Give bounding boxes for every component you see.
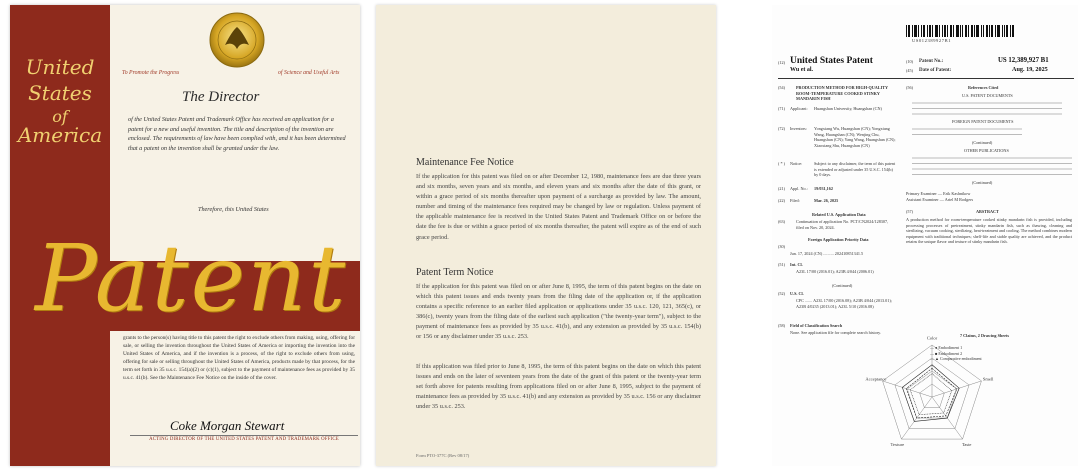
appl-label: Appl. No.: bbox=[790, 186, 808, 191]
radar-axis-label: Taste bbox=[961, 442, 972, 448]
barcode-bar bbox=[918, 25, 919, 37]
country-title-line-1: United bbox=[25, 55, 95, 79]
barcode-bar bbox=[914, 25, 917, 37]
barcode-bar bbox=[944, 25, 946, 37]
barcode-bar bbox=[997, 25, 1000, 37]
barcode-bar bbox=[981, 25, 982, 37]
other-pubs-heading: OTHER PUBLICATIONS bbox=[964, 148, 1009, 153]
barcode-bar bbox=[991, 25, 993, 37]
inventor-short: Wu et al. bbox=[790, 67, 814, 73]
country-title-line-3: of bbox=[52, 107, 68, 126]
notice-page bbox=[376, 5, 716, 466]
radar-series-3 bbox=[910, 374, 952, 415]
inventors-code: (72) bbox=[778, 126, 785, 131]
motto-left: To Promote the Progress bbox=[122, 70, 180, 76]
related-heading: Related U.S. Application Data bbox=[812, 212, 866, 217]
barcode-bar bbox=[989, 25, 990, 37]
barcode-bar bbox=[986, 25, 988, 37]
int-label: Int. Cl. bbox=[790, 262, 803, 267]
legend-item-1: — ● Embodiment 1 bbox=[930, 345, 963, 350]
barcode-bar bbox=[962, 25, 963, 37]
primary-examiner: Primary Examiner — Erik Kashnikow bbox=[906, 191, 971, 196]
motto-right: of Science and Useful Arts bbox=[278, 70, 340, 76]
uspto-seal-icon bbox=[207, 11, 267, 69]
barcode-bar bbox=[1010, 25, 1011, 37]
barcode-bar bbox=[1004, 25, 1005, 37]
maintenance-fee-heading: Maintenance Fee Notice bbox=[416, 157, 514, 168]
notice-label: Notice: bbox=[790, 161, 803, 166]
code-45: (45) bbox=[906, 68, 913, 73]
code-10: (10) bbox=[906, 59, 913, 64]
barcode-bar bbox=[971, 25, 973, 37]
field-code: (58) bbox=[778, 323, 785, 328]
other-pubs-list bbox=[912, 156, 1072, 178]
foreign-docs-list bbox=[912, 127, 1022, 139]
applicant-label: Applicant: bbox=[790, 106, 808, 111]
barcode-bar bbox=[953, 25, 954, 37]
title-code: (54) bbox=[778, 85, 785, 90]
applicant-code: (71) bbox=[778, 106, 785, 111]
barcode-bar bbox=[921, 25, 922, 37]
certificate-grant-text: grants to the person(s) having title to this patent the right to exclude others from making, using, offering for sale, or selling the invention throughout the United States of America or importing the invention into the United States of America, and if the invention is a process, of the right to exclude others from using, offering for sale or selling throughout the United States of America, products made by that process, for the term set forth in 35 u.s.c. 154(a)(2) or (c)(1), subject to the payment of maintenance fees as provided by 35 u.s.c. 41(b). See the Maintenance Fee Notice on the inside of the cover. bbox=[123, 335, 355, 381]
director-signature: Coke Morgan Stewart bbox=[170, 418, 285, 433]
barcode-number: US012389927B1 bbox=[912, 38, 952, 43]
country-heading: United States Patent bbox=[790, 56, 873, 66]
abstract-code: (57) bbox=[906, 209, 913, 214]
assistant-examiner: Assistant Examiner — Ariel M Rodgers bbox=[906, 197, 974, 202]
inventors-value: Yongxiang Wu, Huangshan (CN); Yongxiang Wang, Huangshan (CN); Wenjing Chu, Huangshan (CN); Yang Wang, Huangshan (CN); Xiaoxiang Shu, Huangshan (CN) bbox=[814, 126, 896, 148]
field-label: Field of Classification Search bbox=[790, 323, 843, 328]
foreign-value: Jun. 17, 2024 (CN) .......... 202410851341.5 bbox=[790, 251, 864, 256]
filed-code: (22) bbox=[778, 198, 785, 203]
barcode-bar bbox=[908, 25, 910, 37]
patent-date: Aug. 19, 2025 bbox=[1012, 66, 1048, 73]
appl-code: (21) bbox=[778, 186, 785, 191]
barcode-bar bbox=[965, 25, 967, 37]
filed-value: Mar. 26, 2025 bbox=[814, 198, 839, 203]
patent-term-text-2: If this application was filed prior to June 8, 1995, the term of this patent begins on the date on which this patent issues and ends on the later of seventeen years from the date of the grant of this patent or the twenty-year term set forth above for patents resulting from applications filed on or after June 8, 1995, subject to the payment of maintenance fees as provided by 35 u.s.c. 41(b) and any extension as provided by 35 u.s.c. 156 or any disclaimer under 35 u.s.c. 253. bbox=[416, 363, 701, 411]
barcode-bar bbox=[976, 25, 979, 37]
abstract-heading: ABSTRACT bbox=[976, 209, 999, 214]
foreign-code: (30) bbox=[778, 244, 785, 249]
code-12: (12) bbox=[778, 60, 785, 65]
invention-title: PRODUCTION METHOD FOR HIGH-QUALITY ROOM-TEMPERATURE COOKED STINKY MANDARIN FISH bbox=[796, 85, 888, 102]
uscl-code: (52) bbox=[778, 291, 785, 296]
notice-code: ( * ) bbox=[778, 161, 785, 166]
uscl-label: U.S. Cl. bbox=[790, 291, 804, 296]
foreign-docs-heading: FOREIGN PATENT DOCUMENTS bbox=[952, 119, 1014, 124]
patent-term-text-1: If the application for this patent was filed on or after June 8, 1995, the term of this patent begins on the date on which this patent issues and ends twenty years from the filing date of the application or, if the application contains a specific reference to an earlier filed application or applications under 35 u.s.c. 120, 121, 365(c), or 386(c), twenty years from the filing date of the earliest such application ("the twenty-year term"), subject to the payment of maintenance fees as provided by 35 u.s.c. 41(b), and any extension as provided by 35 u.s.c. 154(b) or 156 or any disclaimer under 35 u.s.c. 253. bbox=[416, 283, 701, 341]
radar-series-2 bbox=[906, 368, 956, 418]
therefore-line: Therefore, this United States bbox=[198, 206, 269, 213]
country-title-line-2: States bbox=[28, 81, 92, 105]
filed-label: Filed: bbox=[790, 198, 800, 203]
appl-value: 19/031,162 bbox=[814, 186, 833, 191]
barcode-bar bbox=[983, 25, 984, 37]
claims-summary: 7 Claims, 2 Drawing Sheets bbox=[960, 333, 1009, 338]
related-value: Continuation of application No. PCT/CN2024/128307, filed on Nov. 20, 2024. bbox=[796, 219, 889, 230]
related-code: (63) bbox=[778, 219, 785, 224]
barcode-bar bbox=[939, 25, 940, 37]
legend-item-2: — ■ Embodiment 2 bbox=[930, 350, 963, 356]
uscl-value: CPC ....... A23L 17/00 (2016.08); A23B 4/044 (2013.01); A23B 4/0235 (2013.01); A23L 5/10 (2016.08) bbox=[796, 298, 892, 309]
barcode bbox=[906, 25, 1016, 37]
barcode-bar bbox=[929, 25, 931, 37]
signer-title: ACTING DIRECTOR OF THE UNITED STATES PATENT AND TRADEMARK OFFICE bbox=[149, 437, 339, 442]
barcode-bar bbox=[906, 25, 907, 37]
country-title-line-4: America bbox=[17, 123, 103, 147]
header-rule bbox=[778, 78, 1074, 79]
barcode-bar bbox=[1012, 25, 1014, 37]
barcode-bar bbox=[947, 25, 948, 37]
refs-code: (56) bbox=[906, 85, 913, 90]
barcode-bar bbox=[912, 25, 913, 37]
int-continued: (Continued) bbox=[832, 283, 853, 288]
radar-axis-label: Texture bbox=[890, 442, 905, 448]
barcode-bar bbox=[950, 25, 952, 37]
notice-value: Subject to any disclaimer, the term of this patent is extended or adjusted under 35 U.S.C. 154(b) by 0 days. bbox=[814, 161, 896, 178]
pubs-continued: (Continued) bbox=[972, 180, 993, 185]
inventors-label: Inventors: bbox=[790, 126, 807, 131]
patent-script-title: Patent bbox=[35, 225, 348, 332]
references-heading: References Cited bbox=[968, 85, 999, 90]
certificate-intro-text: of the United States Patent and Trademark Office has received an application for a patent for a new and useful invention. The title and description of the invention are enclosed. The requirements of law have been complied with, and it has been determined that a patent on the invention shall be granted under the law. bbox=[128, 116, 346, 152]
us-docs-heading: U.S. PATENT DOCUMENTS bbox=[962, 93, 1013, 98]
patent-term-heading: Patent Term Notice bbox=[416, 267, 494, 278]
patent-front-page bbox=[772, 5, 1078, 466]
barcode-bar bbox=[927, 25, 928, 37]
barcode-bar bbox=[968, 25, 969, 37]
int-code: (51) bbox=[778, 262, 785, 267]
barcode-bar bbox=[1002, 25, 1003, 37]
radar-legend bbox=[930, 345, 982, 362]
applicant-value: Huangshan University, Huangshan (CN) bbox=[814, 106, 882, 111]
refs-continued: (Continued) bbox=[972, 140, 993, 145]
barcode-bar bbox=[932, 25, 933, 37]
int-value: A23L 17/00 (2016.01); A23B 4/044 (2006.01) bbox=[796, 269, 874, 274]
signature-line bbox=[130, 435, 358, 436]
radar-axis-label: Color bbox=[926, 335, 938, 341]
barcode-bar bbox=[935, 25, 938, 37]
radar-axis-label: Smell bbox=[982, 376, 994, 382]
patent-no-label: Patent No.: bbox=[919, 59, 944, 64]
barcode-bar bbox=[956, 25, 959, 37]
foreign-heading: Foreign Application Priority Data bbox=[808, 237, 869, 242]
patent-certificate bbox=[10, 5, 360, 466]
abstract-text: A production method for room-temperature cooked stinky mandarin fish is provided, including processing processes of pretreatment, stinky mandarin fish, such as thawing, cleaning and sterilizing, vacuum cooking, sterilizing, heat-treatment and cooling. The method combines modern equipment with traditional techniques; shelf-life and stable quality are achieved, and the product retains the unique flavor and texture of stinky mandarin fish. bbox=[906, 217, 1072, 245]
director-heading: The Director bbox=[182, 89, 260, 105]
legend-item-3: — ▲ Comparative embodiment bbox=[930, 356, 982, 362]
barcode-bar bbox=[995, 25, 996, 37]
barcode-bar bbox=[1006, 25, 1008, 37]
barcode-bar bbox=[960, 25, 961, 37]
form-number: Form PTO-377C (Rev 08/17) bbox=[416, 453, 470, 458]
barcode-bar bbox=[942, 25, 943, 37]
barcode-bar bbox=[923, 25, 925, 37]
patent-number: US 12,389,927 B1 bbox=[998, 57, 1049, 64]
maintenance-fee-text: If the application for this patent was filed on or after December 12, 1980, maintenance fees are due three years and six months, seven years and six months, and eleven years and six months after the date of this grant, or within a grace period of six months thereafter upon payment of a surcharge as provided by law. The amount, number and timing of the maintenance fees required may be changed by law or regulation. Unless payment of the applicable maintenance fee is received in the United States Patent and Trademark Office on or before the date the fee is due or within a grace period of six months thereafter, the patent will expire as of the end of such grace period. bbox=[416, 173, 701, 241]
us-docs-list bbox=[912, 101, 1062, 115]
radar-axis-label: Acceptance bbox=[865, 376, 887, 382]
field-value: None. See application file for complete search history. bbox=[790, 330, 882, 335]
barcode-bar bbox=[974, 25, 975, 37]
date-label: Date of Patent: bbox=[919, 68, 952, 73]
